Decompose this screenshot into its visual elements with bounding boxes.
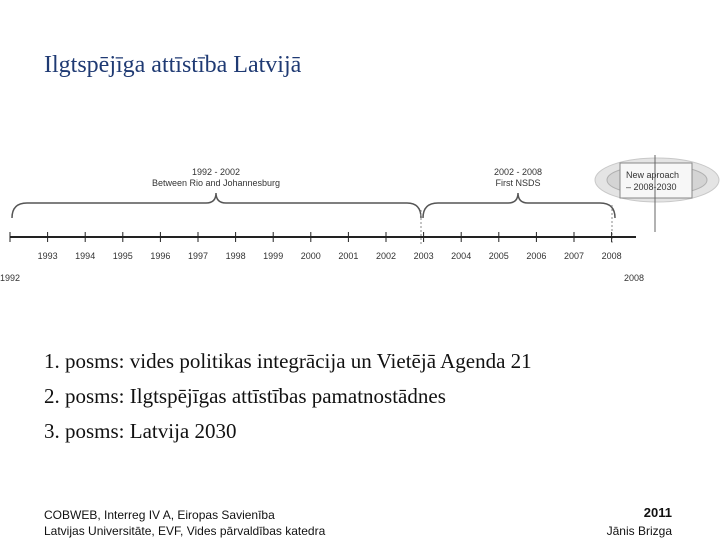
footer-right	[607, 504, 672, 540]
timeline-year-label-2006: 2006	[526, 251, 547, 261]
footer-project: COBWEB, Interreg IV A, Eiropas Savienība	[44, 508, 275, 522]
stage-1: 1. posms: vides politikas integrācija un Vietējā Agenda 21	[44, 349, 532, 373]
timeline-start-label: 1992	[0, 273, 21, 283]
period1-range: 1992 - 2002	[191, 167, 241, 177]
slide-title: Ilgtspējīga attīstība Latvijā	[44, 52, 302, 78]
timeline-year-label-1995: 1995	[112, 251, 133, 261]
timeline-year-label-2007: 2007	[563, 251, 585, 261]
footer-author: Jānis Brizga	[606, 524, 672, 538]
footer-left	[44, 507, 325, 539]
timeline-year-label-2001: 2001	[338, 251, 359, 261]
timeline-end-label: 2008	[623, 273, 645, 283]
footer-year: 2011	[643, 505, 672, 520]
timeline-year-label-2005: 2005	[488, 251, 509, 261]
period2-brace	[423, 193, 615, 218]
timeline-year-label-2003: 2003	[413, 251, 434, 261]
timeline-year-label-2004: 2004	[451, 251, 472, 261]
stage-3: 3. posms: Latvija 2030	[44, 419, 237, 443]
period2-range: 2002 - 2008	[493, 167, 543, 177]
timeline-year-label-2002: 2002	[375, 251, 397, 261]
period2-label: First NSDS	[495, 178, 541, 188]
period3-line1: New aproach	[626, 170, 680, 180]
period1-label: Between Rio and Johannesburg	[151, 178, 281, 188]
period1-brace	[12, 193, 421, 218]
period3-box	[620, 163, 692, 198]
timeline-year-label-2008: 2008	[601, 251, 622, 261]
stages-list	[44, 344, 532, 449]
timeline-diagram	[0, 150, 720, 290]
period3-line2: – 2008-2030	[626, 182, 677, 192]
timeline-year-label-1996: 1996	[150, 251, 171, 261]
timeline-year-label-1993: 1993	[37, 251, 58, 261]
stage-2: 2. posms: Ilgtspējīgas attīstības pamatnostādnes	[44, 384, 446, 408]
timeline-year-label-2000: 2000	[300, 251, 321, 261]
footer-institution: Latvijas Universitāte, EVF, Vides pārvaldības katedra	[44, 524, 326, 538]
timeline-year-label-1999: 1999	[263, 251, 284, 261]
timeline-year-label-1994: 1994	[75, 251, 96, 261]
timeline-year-label-1997: 1997	[187, 251, 209, 261]
timeline-year-label-1998: 1998	[225, 251, 246, 261]
